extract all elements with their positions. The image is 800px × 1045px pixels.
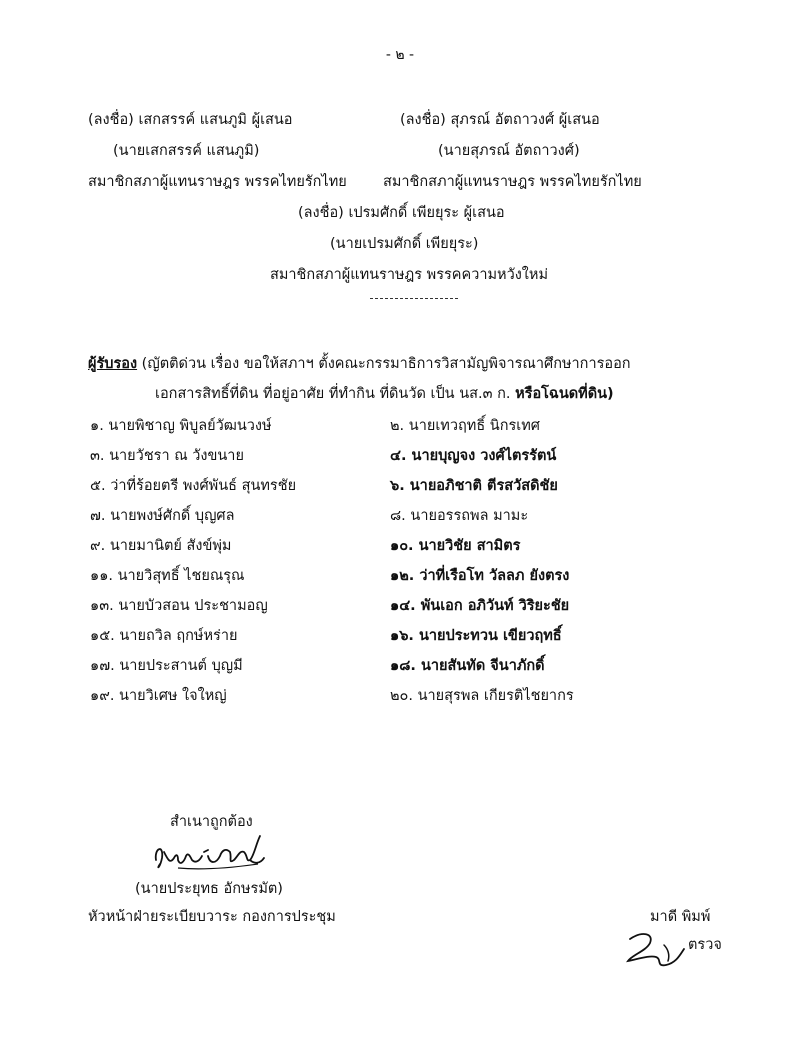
endorser-right-8: ๘. นายอรรถพล มามะ — [390, 508, 529, 524]
proposer-center-signed: (ลงชื่อ) เปรมศักดิ์ เพียยุระ ผู้เสนอ — [298, 205, 505, 221]
checked-label: ตรวจ — [688, 937, 722, 953]
certifier-position: หัวหน้าฝ่ายระเบียบวาระ กองการประชุม — [88, 909, 336, 925]
endorser-left-5: ๕. ว่าที่ร้อยตรี พงศ์พันธ์ สุนทรชัย — [90, 478, 297, 494]
endorser-right-18: ๑๘. นายสันทัด จีนาภักดิ์ — [390, 658, 545, 674]
endorser-right-4: ๔. นายบุญจง วงศ์ไตรรัตน์ — [390, 448, 557, 464]
endorser-left-19: ๑๙. นายวิเศษ ใจใหญ่ — [90, 688, 227, 704]
endorser-left-1: ๑. นายพิชาญ พิบูลย์วัฒนวงษ์ — [90, 418, 272, 434]
endorser-right-2: ๒. นายเทวฤทธิ์ นิกรเทศ — [390, 418, 540, 434]
endorsement-text-2b: หรือโฉนดที่ดิน) — [515, 386, 614, 402]
endorser-left-13: ๑๓. นายบัวสอน ประชามอญ — [90, 598, 268, 614]
endorsement-line-2 — [155, 382, 614, 405]
proposer-center-position: สมาชิกสภาผู้แทนราษฎร พรรคความหวังใหม่ — [270, 267, 549, 283]
proposer-right-name: (นายสุภรณ์ อัตถาวงศ์) — [438, 143, 580, 159]
endorser-right-12: ๑๒. ว่าที่เรือโท วัลลภ ยังตรง — [390, 568, 570, 584]
endorsement-line-1 — [88, 352, 631, 375]
endorsement-text-2a: เอกสารสิทธิ์ที่ดิน ที่อยู่อาศัย ที่ทำกิน ที่ดินวัด เป็น นส.๓ ก. — [155, 386, 516, 402]
proposer-right-signed: (ลงชื่อ) สุภรณ์ อัตถาวงศ์ ผู้เสนอ — [400, 112, 600, 128]
endorser-right-14: ๑๔. พันเอก อภิวันท์ วิริยะชัย — [390, 598, 570, 614]
proposer-left-signed: (ลงชื่อ) เสกสรรค์ แสนภูมิ ผู้เสนอ — [88, 112, 293, 128]
endorser-left-17: ๑๗. นายประสานต์ บุญมี — [90, 658, 243, 674]
endorser-left-9: ๙. นายมานิตย์ สังข์พุ่ม — [90, 538, 232, 554]
endorsement-label: ผู้รับรอง — [88, 356, 138, 372]
proposer-left-position: สมาชิกสภาผู้แทนราษฎร พรรคไทยรักไทย — [88, 174, 347, 190]
separator-line — [370, 298, 458, 299]
endorser-right-20: ๒๐. นายสุรพล เกียรติไชยากร — [390, 688, 574, 704]
handwritten-signature — [150, 830, 270, 878]
endorser-left-15: ๑๕. นายถวิล ฤกษ์หร่าย — [90, 628, 238, 644]
endorser-left-7: ๗. นายพงษ์ศักดิ์ บุญศล — [90, 508, 235, 524]
endorser-right-6: ๖. นายอภิชาติ ตีรสวัสดิชัย — [390, 478, 558, 494]
proposer-left-name: (นายเสกสรรค์ แสนภูมิ) — [113, 143, 260, 159]
certified-copy-label: สำเนาถูกต้อง — [170, 814, 253, 830]
endorser-left-11: ๑๑. นายวิสุทธิ์ ไชยณรุณ — [90, 568, 245, 584]
certifier-name: (นายประยุทธ อักษรมัต) — [135, 881, 283, 897]
endorsement-text-1: (ญัตติด่วน เรื่อง ขอให้สภาฯ ตั้งคณะกรรมาธิการวิสามัญพิจารณาศึกษาการออก — [137, 356, 631, 372]
checker-initials — [620, 925, 690, 973]
proposer-center-name: (นายเปรมศักดิ์ เพียยุระ) — [330, 236, 479, 252]
endorser-right-16: ๑๖. นายประทวน เขียวฤทธิ์ — [390, 628, 562, 644]
endorser-right-10: ๑๐. นายวิชัย สามิตร — [390, 538, 521, 554]
proposer-right-position: สมาชิกสภาผู้แทนราษฎร พรรคไทยรักไทย — [383, 174, 642, 190]
typed-by: มาดี พิมพ์ — [650, 909, 711, 925]
endorser-left-3: ๓. นายวัชรา ณ วังขนาย — [90, 448, 244, 464]
page-number: - ๒ - — [385, 47, 415, 63]
